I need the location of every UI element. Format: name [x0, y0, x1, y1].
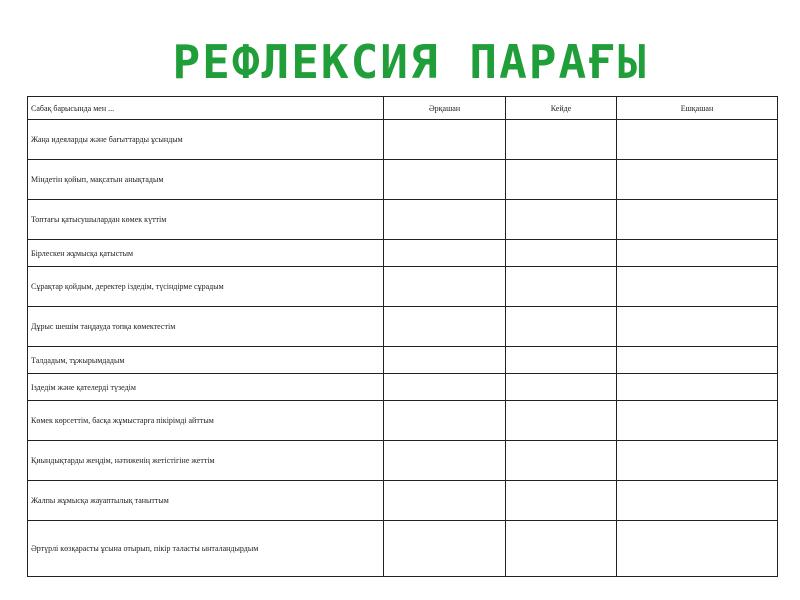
cell-never[interactable] [617, 267, 778, 307]
row-statement: Міндетін қойып, мақсатын анықтадым [28, 160, 384, 200]
cell-always[interactable] [384, 160, 506, 200]
table-row [28, 160, 778, 200]
header-never: Ешқашан [617, 97, 778, 120]
row-statement: Іздедім және қателерді түзедім [28, 374, 384, 401]
header-sometimes: Кейде [506, 97, 617, 120]
cell-sometimes[interactable] [506, 120, 617, 160]
cell-never[interactable] [617, 374, 778, 401]
cell-never[interactable] [617, 307, 778, 347]
header-statement: Сабақ барысында мен ... [28, 97, 384, 120]
cell-sometimes[interactable] [506, 307, 617, 347]
cell-never[interactable] [617, 401, 778, 441]
cell-sometimes[interactable] [506, 347, 617, 374]
table-row [28, 307, 778, 347]
row-statement: Топтағы қатысушылардан көмек күттім [28, 200, 384, 240]
cell-always[interactable] [384, 120, 506, 160]
cell-always[interactable] [384, 307, 506, 347]
table-row [28, 481, 778, 521]
cell-never[interactable] [617, 347, 778, 374]
table-row [28, 401, 778, 441]
cell-sometimes[interactable] [506, 160, 617, 200]
reflection-table [27, 96, 778, 577]
cell-never[interactable] [617, 240, 778, 267]
cell-sometimes[interactable] [506, 374, 617, 401]
table-row [28, 521, 778, 577]
cell-never[interactable] [617, 120, 778, 160]
table-row [28, 374, 778, 401]
cell-always[interactable] [384, 441, 506, 481]
row-statement: Дұрыс шешім таңдауда топқа көмектестім [28, 307, 384, 347]
table-row [28, 347, 778, 374]
row-statement: Бірлескен жұмысқа қатыстым [28, 240, 384, 267]
cell-always[interactable] [384, 374, 506, 401]
cell-always[interactable] [384, 481, 506, 521]
row-statement: Жалпы жұмысқа жауаптылық таныттым [28, 481, 384, 521]
table-header-row [28, 97, 778, 120]
cell-never[interactable] [617, 481, 778, 521]
cell-never[interactable] [617, 441, 778, 481]
cell-always[interactable] [384, 240, 506, 267]
row-statement: Сұрақтар қойдым, деректер іздедім, түсіндірме сұрадым [28, 267, 384, 307]
row-statement: Қиындықтарды жеңдім, нәтиженің жетістігіне жеттім [28, 441, 384, 481]
cell-sometimes[interactable] [506, 521, 617, 577]
cell-always[interactable] [384, 521, 506, 577]
table-row [28, 120, 778, 160]
cell-sometimes[interactable] [506, 267, 617, 307]
cell-always[interactable] [384, 401, 506, 441]
table-row [28, 267, 778, 307]
cell-always[interactable] [384, 347, 506, 374]
table-row [28, 240, 778, 267]
cell-always[interactable] [384, 267, 506, 307]
row-statement: Әртүрлі көзқарасты ұсына отырып, пікір таласты ынталандырдым [28, 521, 384, 577]
cell-sometimes[interactable] [506, 481, 617, 521]
cell-sometimes[interactable] [506, 441, 617, 481]
cell-never[interactable] [617, 200, 778, 240]
cell-always[interactable] [384, 200, 506, 240]
cell-sometimes[interactable] [506, 401, 617, 441]
cell-never[interactable] [617, 521, 778, 577]
row-statement: Жаңа идеяларды және бағыттарды ұсындым [28, 120, 384, 160]
cell-never[interactable] [617, 160, 778, 200]
header-always: Әрқашан [384, 97, 506, 120]
row-statement: Талдадым, тұжырымдадым [28, 347, 384, 374]
row-statement: Көмек көрсеттім, басқа жұмыстарға пікірімді айттым [28, 401, 384, 441]
table-row [28, 200, 778, 240]
page-title: РЕФЛЕКСИЯ ПАРАҒЫ [172, 35, 648, 89]
table-row [28, 441, 778, 481]
cell-sometimes[interactable] [506, 200, 617, 240]
cell-sometimes[interactable] [506, 240, 617, 267]
